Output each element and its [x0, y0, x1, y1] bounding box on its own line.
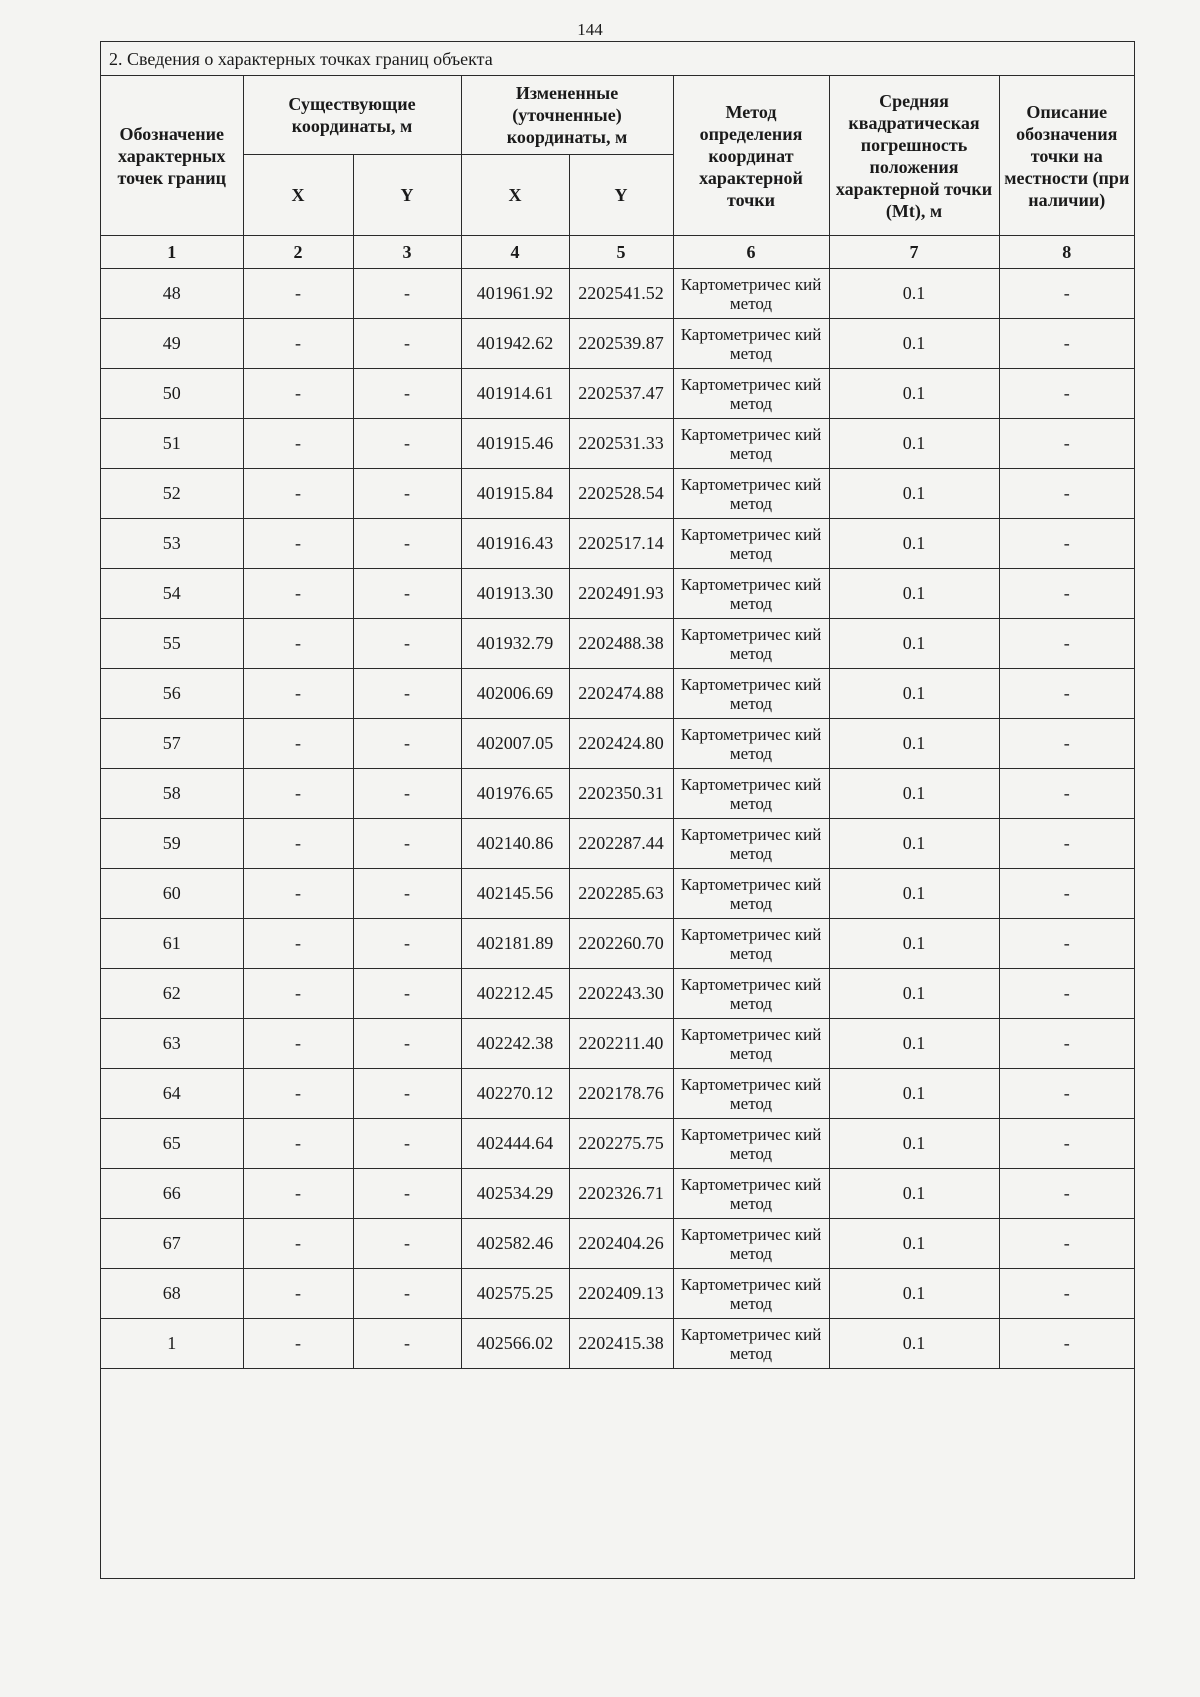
cell-description: -: [999, 1119, 1134, 1169]
cell-existing-x: -: [243, 619, 353, 669]
cell-point-id: 58: [101, 769, 243, 819]
cell-point-id: 61: [101, 919, 243, 969]
cell-changed-x: 402582.46: [461, 1219, 569, 1269]
table-row: [101, 769, 1134, 819]
cell-mean-error: 0.1: [829, 519, 999, 569]
cell-description: -: [999, 1269, 1134, 1319]
cell-mean-error: 0.1: [829, 719, 999, 769]
cell-existing-x: -: [243, 719, 353, 769]
header-point-designation: Обозначение характерных точек границ: [101, 76, 243, 236]
cell-existing-x: -: [243, 1019, 353, 1069]
column-number: 5: [569, 236, 673, 269]
column-number: 7: [829, 236, 999, 269]
cell-point-id: 64: [101, 1069, 243, 1119]
table-row: [101, 719, 1134, 769]
cell-mean-error: 0.1: [829, 769, 999, 819]
table-row: [101, 1119, 1134, 1169]
cell-point-id: 67: [101, 1219, 243, 1269]
cell-method: Картометричес кий метод: [673, 369, 829, 419]
cell-changed-x: 402534.29: [461, 1169, 569, 1219]
cell-changed-x: 402566.02: [461, 1319, 569, 1369]
cell-changed-y: 2202285.63: [569, 869, 673, 919]
cell-existing-x: -: [243, 1169, 353, 1219]
cell-point-id: 57: [101, 719, 243, 769]
cell-method: Картометричес кий метод: [673, 1169, 829, 1219]
cell-method: Картометричес кий метод: [673, 1019, 829, 1069]
cell-changed-y: 2202517.14: [569, 519, 673, 569]
table-row: [101, 319, 1134, 369]
cell-description: -: [999, 719, 1134, 769]
cell-method: Картометричес кий метод: [673, 869, 829, 919]
cell-existing-x: -: [243, 1319, 353, 1369]
table-row: [101, 1019, 1134, 1069]
header-existing-coordinates: Существующие координаты, м: [243, 76, 461, 155]
cell-method: Картометричес кий метод: [673, 319, 829, 369]
cell-mean-error: 0.1: [829, 319, 999, 369]
column-number: 6: [673, 236, 829, 269]
cell-changed-y: 2202326.71: [569, 1169, 673, 1219]
cell-mean-error: 0.1: [829, 269, 999, 319]
cell-existing-x: -: [243, 1069, 353, 1119]
header-mean-error: Средняя квадратическая погрешность положения характерной точки (Mt), м: [829, 76, 999, 236]
cell-point-id: 55: [101, 619, 243, 669]
cell-existing-y: -: [353, 469, 461, 519]
section-title: 2. Сведения о характерных точках границ объекта: [101, 42, 1134, 76]
cell-existing-x: -: [243, 819, 353, 869]
cell-description: -: [999, 569, 1134, 619]
cell-existing-y: -: [353, 1219, 461, 1269]
table-row: [101, 869, 1134, 919]
cell-existing-y: -: [353, 269, 461, 319]
column-number: 2: [243, 236, 353, 269]
document-frame: [100, 41, 1135, 1579]
cell-method: Картометричес кий метод: [673, 669, 829, 719]
cell-existing-x: -: [243, 769, 353, 819]
cell-changed-x: 401916.43: [461, 519, 569, 569]
cell-existing-y: -: [353, 1169, 461, 1219]
cell-point-id: 59: [101, 819, 243, 869]
cell-method: Картометричес кий метод: [673, 1219, 829, 1269]
cell-description: -: [999, 269, 1134, 319]
header-changed-x: X: [461, 155, 569, 236]
cell-changed-y: 2202243.30: [569, 969, 673, 1019]
cell-changed-y: 2202424.80: [569, 719, 673, 769]
cell-changed-y: 2202537.47: [569, 369, 673, 419]
cell-existing-y: -: [353, 319, 461, 369]
cell-method: Картометричес кий метод: [673, 969, 829, 1019]
cell-description: -: [999, 1019, 1134, 1069]
cell-existing-x: -: [243, 519, 353, 569]
cell-existing-x: -: [243, 569, 353, 619]
cell-mean-error: 0.1: [829, 969, 999, 1019]
cell-description: -: [999, 619, 1134, 669]
cell-changed-y: 2202474.88: [569, 669, 673, 719]
cell-method: Картометричес кий метод: [673, 719, 829, 769]
cell-method: Картометричес кий метод: [673, 919, 829, 969]
table-body: [101, 269, 1134, 1369]
cell-changed-x: 402575.25: [461, 1269, 569, 1319]
cell-changed-y: 2202531.33: [569, 419, 673, 469]
cell-existing-x: -: [243, 969, 353, 1019]
cell-changed-x: 402140.86: [461, 819, 569, 869]
header-changed-y: Y: [569, 155, 673, 236]
cell-point-id: 52: [101, 469, 243, 519]
cell-method: Картометричес кий метод: [673, 569, 829, 619]
table-row: [101, 419, 1134, 469]
cell-mean-error: 0.1: [829, 869, 999, 919]
cell-point-id: 60: [101, 869, 243, 919]
cell-method: Картометричес кий метод: [673, 819, 829, 869]
cell-method: Картометричес кий метод: [673, 1119, 829, 1169]
cell-changed-x: 402212.45: [461, 969, 569, 1019]
table-row: [101, 519, 1134, 569]
cell-existing-y: -: [353, 769, 461, 819]
cell-existing-y: -: [353, 519, 461, 569]
cell-existing-y: -: [353, 719, 461, 769]
page-number: 144: [577, 20, 603, 39]
cell-description: -: [999, 369, 1134, 419]
table-row: [101, 1069, 1134, 1119]
cell-existing-y: -: [353, 1319, 461, 1369]
cell-changed-y: 2202539.87: [569, 319, 673, 369]
cell-description: -: [999, 969, 1134, 1019]
cell-changed-y: 2202260.70: [569, 919, 673, 969]
header-existing-y: Y: [353, 155, 461, 236]
table-row: [101, 669, 1134, 719]
cell-changed-x: 401915.84: [461, 469, 569, 519]
cell-mean-error: 0.1: [829, 1119, 999, 1169]
cell-changed-x: 401976.65: [461, 769, 569, 819]
cell-description: -: [999, 419, 1134, 469]
cell-changed-y: 2202528.54: [569, 469, 673, 519]
cell-existing-x: -: [243, 1269, 353, 1319]
header-description: Описание обозначения точки на местности (при наличии): [999, 76, 1134, 236]
cell-changed-x: 401915.46: [461, 419, 569, 469]
cell-existing-y: -: [353, 1119, 461, 1169]
cell-mean-error: 0.1: [829, 919, 999, 969]
table-row: [101, 1319, 1134, 1369]
cell-description: -: [999, 469, 1134, 519]
table-row: [101, 819, 1134, 869]
cell-changed-x: 401942.62: [461, 319, 569, 369]
cell-point-id: 1: [101, 1319, 243, 1369]
cell-description: -: [999, 1169, 1134, 1219]
cell-mean-error: 0.1: [829, 819, 999, 869]
header-method: Метод определения координат характерной точки: [673, 76, 829, 236]
cell-point-id: 65: [101, 1119, 243, 1169]
cell-changed-x: 402006.69: [461, 669, 569, 719]
cell-point-id: 51: [101, 419, 243, 469]
table-row: [101, 269, 1134, 319]
table-row: [101, 619, 1134, 669]
cell-existing-x: -: [243, 669, 353, 719]
cell-mean-error: 0.1: [829, 1269, 999, 1319]
cell-point-id: 48: [101, 269, 243, 319]
table-row: [101, 369, 1134, 419]
cell-changed-x: 401914.61: [461, 369, 569, 419]
cell-existing-y: -: [353, 669, 461, 719]
cell-changed-y: 2202404.26: [569, 1219, 673, 1269]
cell-changed-x: 402270.12: [461, 1069, 569, 1119]
cell-changed-x: 401913.30: [461, 569, 569, 619]
header-changed-coordinates: Измененные (уточненные) координаты, м: [461, 76, 673, 155]
cell-method: Картометричес кий метод: [673, 769, 829, 819]
cell-point-id: 68: [101, 1269, 243, 1319]
cell-existing-y: -: [353, 369, 461, 419]
cell-existing-x: -: [243, 419, 353, 469]
column-number: 8: [999, 236, 1134, 269]
table-row: [101, 919, 1134, 969]
cell-existing-y: -: [353, 1069, 461, 1119]
cell-method: Картометричес кий метод: [673, 519, 829, 569]
cell-changed-y: 2202178.76: [569, 1069, 673, 1119]
cell-changed-x: 402242.38: [461, 1019, 569, 1069]
cell-point-id: 62: [101, 969, 243, 1019]
cell-existing-x: -: [243, 869, 353, 919]
cell-method: Картометричес кий метод: [673, 269, 829, 319]
cell-changed-x: 402181.89: [461, 919, 569, 969]
cell-existing-y: -: [353, 419, 461, 469]
cell-existing-x: -: [243, 469, 353, 519]
cell-existing-x: -: [243, 1119, 353, 1169]
cell-changed-y: 2202275.75: [569, 1119, 673, 1169]
cell-existing-y: -: [353, 569, 461, 619]
cell-description: -: [999, 819, 1134, 869]
cell-changed-x: 401932.79: [461, 619, 569, 669]
cell-existing-y: -: [353, 1019, 461, 1069]
column-number: 1: [101, 236, 243, 269]
cell-description: -: [999, 1219, 1134, 1269]
cell-changed-y: 2202211.40: [569, 1019, 673, 1069]
cell-description: -: [999, 769, 1134, 819]
boundary-points-table: [101, 76, 1134, 1369]
cell-description: -: [999, 669, 1134, 719]
table-row: [101, 1269, 1134, 1319]
cell-method: Картометричес кий метод: [673, 1319, 829, 1369]
cell-method: Картометричес кий метод: [673, 619, 829, 669]
cell-changed-y: 2202287.44: [569, 819, 673, 869]
cell-mean-error: 0.1: [829, 1219, 999, 1269]
cell-mean-error: 0.1: [829, 619, 999, 669]
table-row: [101, 1219, 1134, 1269]
cell-point-id: 49: [101, 319, 243, 369]
cell-method: Картометричес кий метод: [673, 1069, 829, 1119]
cell-changed-y: 2202541.52: [569, 269, 673, 319]
cell-method: Картометричес кий метод: [673, 1269, 829, 1319]
cell-point-id: 53: [101, 519, 243, 569]
cell-changed-x: 402444.64: [461, 1119, 569, 1169]
cell-mean-error: 0.1: [829, 1319, 999, 1369]
cell-existing-y: -: [353, 819, 461, 869]
cell-point-id: 63: [101, 1019, 243, 1069]
cell-point-id: 66: [101, 1169, 243, 1219]
cell-description: -: [999, 319, 1134, 369]
cell-existing-x: -: [243, 1219, 353, 1269]
cell-description: -: [999, 519, 1134, 569]
cell-existing-x: -: [243, 319, 353, 369]
cell-changed-y: 2202415.38: [569, 1319, 673, 1369]
cell-changed-y: 2202488.38: [569, 619, 673, 669]
cell-existing-x: -: [243, 919, 353, 969]
cell-changed-y: 2202409.13: [569, 1269, 673, 1319]
cell-mean-error: 0.1: [829, 1069, 999, 1119]
cell-existing-y: -: [353, 969, 461, 1019]
table-row: [101, 969, 1134, 1019]
cell-existing-x: -: [243, 269, 353, 319]
cell-existing-y: -: [353, 919, 461, 969]
cell-point-id: 50: [101, 369, 243, 419]
cell-method: Картометричес кий метод: [673, 419, 829, 469]
cell-description: -: [999, 1319, 1134, 1369]
cell-mean-error: 0.1: [829, 569, 999, 619]
column-number: 3: [353, 236, 461, 269]
cell-mean-error: 0.1: [829, 419, 999, 469]
table-row: [101, 569, 1134, 619]
cell-mean-error: 0.1: [829, 369, 999, 419]
cell-changed-x: 402007.05: [461, 719, 569, 769]
cell-mean-error: 0.1: [829, 469, 999, 519]
cell-changed-y: 2202350.31: [569, 769, 673, 819]
cell-description: -: [999, 869, 1134, 919]
cell-method: Картометричес кий метод: [673, 469, 829, 519]
cell-existing-y: -: [353, 1269, 461, 1319]
cell-description: -: [999, 919, 1134, 969]
cell-existing-y: -: [353, 869, 461, 919]
table-row: [101, 469, 1134, 519]
cell-mean-error: 0.1: [829, 1169, 999, 1219]
cell-description: -: [999, 1069, 1134, 1119]
cell-mean-error: 0.1: [829, 1019, 999, 1069]
cell-changed-x: 402145.56: [461, 869, 569, 919]
cell-point-id: 54: [101, 569, 243, 619]
header-existing-x: X: [243, 155, 353, 236]
column-number: 4: [461, 236, 569, 269]
cell-existing-x: -: [243, 369, 353, 419]
cell-changed-x: 401961.92: [461, 269, 569, 319]
table-row: [101, 1169, 1134, 1219]
cell-changed-y: 2202491.93: [569, 569, 673, 619]
cell-mean-error: 0.1: [829, 669, 999, 719]
cell-existing-y: -: [353, 619, 461, 669]
cell-point-id: 56: [101, 669, 243, 719]
